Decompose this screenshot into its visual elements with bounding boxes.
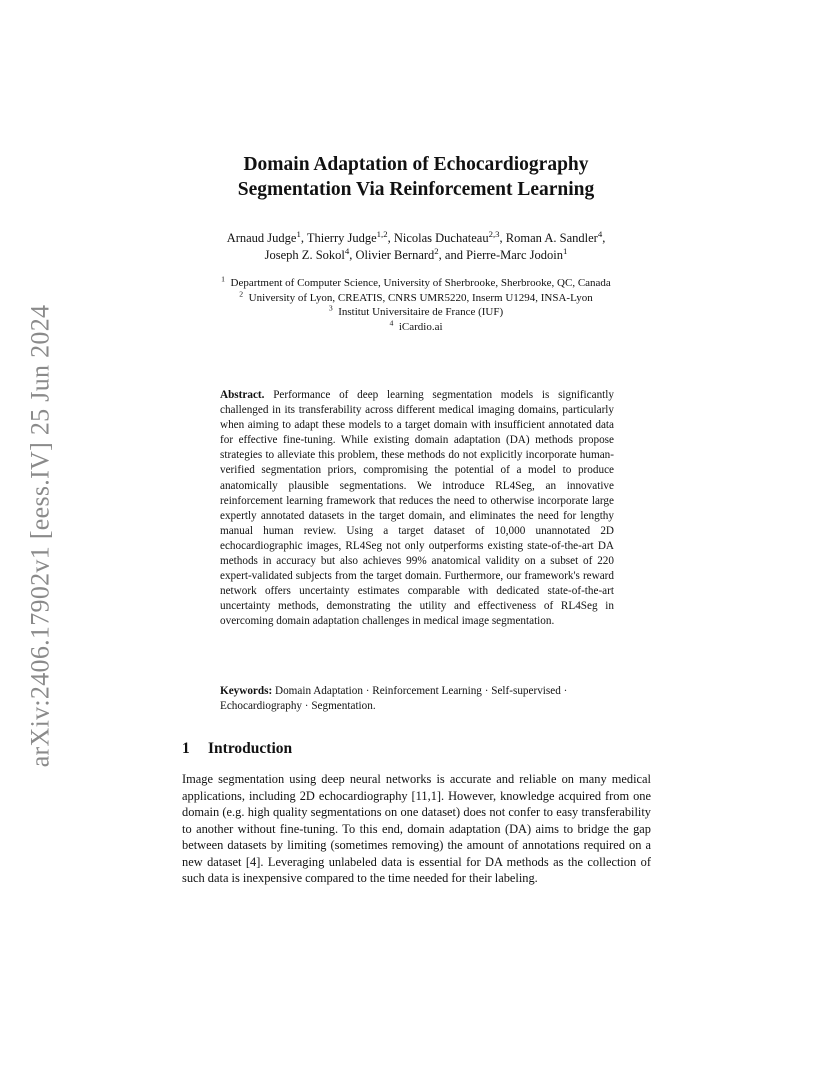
section-number: 1 [182,740,190,757]
author-name: Olivier Bernard [355,248,435,262]
author-line-1: Arnaud Judge$^1$, Thierry Judge$^{1,2}$, Nicolas Duchateau$^{2,3}$, Roman A. Sandler$^4$, [226,228,606,245]
affiliation-text: University of Lyon, CREATIS, CNRS UMR5220, Inserm U1294, INSA-Lyon [248,291,593,304]
affiliation-mark: 1 [221,274,225,284]
affiliation-text: iCardio.ai [398,320,443,333]
author-affiliation-mark: 2,3 [488,228,500,239]
author-name: Arnaud Judge [226,231,297,245]
paper-title-line-1: Domain Adaptation of Echocardiography [243,154,589,175]
author-affiliation-mark: 4 [597,228,603,239]
section-heading [182,740,652,758]
author-name: Pierre-Marc Jodoin [466,248,563,262]
affiliation [180,276,652,291]
introduction-paragraph: Image segmentation using deep neural networks is accurate and reliable on many medical applications, including 2D echocardiography [11,1]. However, knowledge acquired from one domain (e.g. high quality segmentations on one dataset) does not confer to easy transferability to another without fine-tuning. To this end, domain adaptation (DA) aims to bridge the gap between datasets by limiting (sometimes removing) the amount of annotations required on a new dataset [4]. Leveraging unlabeled data is essential for DA methods as the collection of such data is inexpensive compared to the time needed for their labeling. [182,772,651,885]
affiliation-text: Institut Universitaire de France (IUF) [338,306,504,318]
affiliation-mark: 2 [239,288,244,298]
author-affiliation-mark: 2 [434,245,439,256]
author-affiliation-mark: 1,2 [376,228,388,239]
author-name: Nicolas Duchateau [393,231,489,245]
author-affiliation-mark: 1 [296,228,301,239]
author-line-2: Joseph Z. Sokol$^4$, Olivier Bernard$^2$, and Pierre-Marc Jodoin$^1$ [264,245,568,262]
affiliation-mark: 3 [328,303,333,313]
keywords-block [220,684,614,714]
section-title: Introduction [208,740,293,757]
affiliation-list [180,276,652,334]
abstract-text: Performance of deep learning segmentation models is significantly challenged in its transferability across different medical imaging domains, particularly when aiming to adapt these models to a target domain with insufficient annotated data for effective fine-tuning. While existing domain adaptation (DA) methods propose strategies to alleviate this problem, these methods do not explicitly incorporate human-verified segmentation priors, compromising the potential of a model to produce anatomically plausible segmentations. We introduce RL4Seg, an innovative reinforcement learning framework that reduces the need to otherwise incorporate large expertly annotated datasets in the target domain, and eliminates the need for lengthy manual human review. Using a target dataset of 10,000 unannotated 2D echocardiographic images, RL4Seg not only outperforms existing state-of-the-art DA methods in accuracy but also achieves 99% anatomical validity on a subset of 220 expert-validated subjects from the target domain. Furthermore, our framework's reward network offers uncertainty estimates comparable with dedicated state-of-the-art uncertainty methods, demonstrating the utility and effectiveness of RL4Seg in overcoming domain adaptation challenges in medical image segmentation. [220,389,614,628]
paper-title [150,152,682,202]
arxiv-identifier-text: arXiv:2406.17902v1 [eess.IV] 25 Jun 2024 [25,304,55,768]
arxiv-identifier-stamp [20,0,60,1072]
author-list [150,230,682,264]
keywords-label: Keywords: [220,685,273,697]
author-name: Roman A. Sandler [505,231,598,245]
paper-title-line-2: Segmentation Via Reinforcement Learning [237,179,595,200]
author-name: Joseph Z. Sokol [264,248,345,262]
abstract-label: Abstract. [220,389,265,401]
affiliation-mark: 4 [389,317,394,327]
affiliation [180,288,652,306]
abstract-block [220,388,614,630]
author-affiliation-mark: 4 [344,245,350,256]
affiliation [180,317,652,335]
affiliation [180,305,652,320]
author-name: Thierry Judge [306,231,377,245]
keywords-text: Domain Adaptation · Reinforcement Learning · Self-supervised · Echocardiography · Segmentation. [220,685,568,713]
author-affiliation-mark: 1 [562,245,568,256]
affiliation-text: Department of Computer Science, University of Sherbrooke, Sherbrooke, QC, Canada [230,277,611,289]
